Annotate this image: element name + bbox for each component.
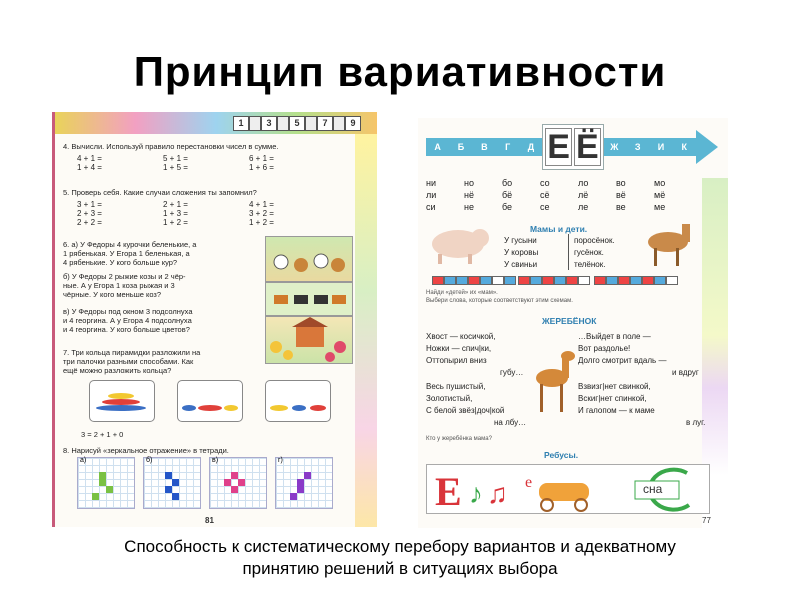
task-6b-line: чёрные. У кого меньше коз?	[63, 290, 162, 299]
equation: 1 + 3 =	[163, 209, 188, 218]
task-6a-line: 4 рябенькие. У кого больше кур?	[63, 258, 178, 267]
child-label: поросёнок.	[574, 236, 615, 245]
task-6c-line: в) У Федоры под окном 3 подсолнуха	[63, 307, 193, 316]
pyramid-rings-row	[89, 380, 331, 422]
equation: 1 + 4 =	[77, 163, 102, 172]
flowers-house-illustration	[265, 316, 353, 364]
mirror-grid-cell	[275, 457, 333, 509]
alphabet-arrow-tip	[696, 130, 718, 164]
poem-line: С белой звёз|доч|кой	[426, 406, 505, 415]
question-text: Кто у жеребёнка мама?	[426, 436, 492, 442]
syllable: ло	[578, 178, 589, 188]
task-6c-line: и 4 георгина. У кого больше цветов?	[63, 325, 190, 334]
poem-line: на лбу…	[494, 418, 527, 427]
mom-label: У коровы	[504, 248, 539, 257]
poem-line: Вот раздолье!	[578, 344, 631, 353]
caption-line: принятию решений в ситуациях выбора	[242, 559, 558, 578]
poem-line: в луг.	[686, 418, 706, 427]
poem-line: Вскиг|нет спинкой,	[578, 394, 647, 403]
svg-text:е: е	[525, 474, 533, 491]
equation: 5 + 1 =	[163, 154, 188, 163]
rebus-word: сна	[643, 482, 663, 496]
poem-line: Долго смотрит вдаль —	[578, 356, 667, 365]
side-color-stripe	[355, 134, 377, 527]
pyramid-rings-box	[89, 380, 155, 422]
poem-line: Взвизг|нет свинкой,	[578, 382, 651, 391]
caption-line: Способность к систематическому перебору вариантов и адекватному	[124, 537, 676, 556]
syllable: вё	[616, 190, 626, 200]
number-cell: 5	[289, 116, 305, 131]
pyramid-rings-box	[265, 380, 331, 422]
syllable: не	[464, 202, 474, 212]
syllable: си	[426, 202, 436, 212]
poem-title: ЖЕРЕБЁНОК	[542, 316, 597, 326]
task-5-text: 5. Проверь себя. Какие случаи сложения ты запомнил?	[63, 188, 257, 197]
left-page-number: 81	[205, 516, 214, 525]
task-7-line: ещё можно разложить кольца?	[63, 366, 172, 375]
syllable: бо	[502, 178, 513, 188]
task-6a-line: 1 рябенькая. У Егора 1 беленькая, а	[63, 249, 190, 258]
poem-line: Золотистый,	[426, 394, 473, 403]
slide-title: Принцип вариативности	[133, 48, 667, 95]
task-6a-line: 6. а) У Федоры 4 курочки беленькие, а	[63, 240, 197, 249]
number-cell: 9	[345, 116, 361, 131]
poem-line: и вдруг	[672, 368, 699, 377]
big-letter: Е	[547, 128, 570, 166]
svg-text:Е: Е	[435, 469, 462, 513]
poem-line: Ножки — спич|ки,	[426, 344, 492, 353]
divider	[568, 234, 569, 270]
rebus-pictures	[427, 465, 709, 513]
mirror-grid-cell	[143, 457, 201, 509]
number-cell: 1	[233, 116, 249, 131]
horses-illustration	[640, 214, 700, 270]
syllable: ве	[616, 202, 626, 212]
instruction-line: Найди «детей» их «мам».	[426, 290, 498, 296]
number-cell: 3	[261, 116, 277, 131]
alphabet-letter: К	[681, 142, 688, 152]
mirror-grid-cell	[77, 457, 135, 509]
mirror-grid-row	[77, 457, 333, 509]
equation: 3 + 2 =	[249, 209, 274, 218]
poem-line: губу…	[500, 368, 524, 377]
child-label: гусёнок.	[574, 248, 604, 257]
right-page-number: 77	[702, 516, 711, 525]
equation: 3 + 1 =	[77, 200, 102, 209]
syllable: сё	[540, 190, 550, 200]
equation: 2 + 1 =	[163, 200, 188, 209]
right-textbook-page	[418, 118, 728, 528]
pyramid-rings-box	[177, 380, 243, 422]
pig-illustration	[424, 218, 494, 266]
equation: 6 + 1 =	[249, 154, 274, 163]
syllable: се	[540, 202, 550, 212]
equation: 4 + 1 =	[249, 200, 274, 209]
task-6b-line: ные. А у Егора 1 коза рыжая и 3	[63, 281, 175, 290]
color-scheme-right	[594, 276, 678, 285]
equation: 1 + 2 =	[163, 218, 188, 227]
alphabet-letter: Д	[527, 142, 535, 152]
cell-label: г)	[278, 457, 283, 464]
task-8-text: 8. Нарисуй «зеркальное отражение» в тетради.	[63, 446, 229, 455]
syllable: ме	[654, 202, 666, 212]
rebus-strip	[426, 464, 710, 514]
mom-label: У гусыни	[504, 236, 537, 245]
goats-illustration	[265, 282, 353, 316]
alphabet-letter: З	[634, 142, 641, 152]
mirror-grid-cell	[209, 457, 267, 509]
equation: 4 + 1 =	[77, 154, 102, 163]
poem-line: Оттопырил вниз	[426, 356, 487, 365]
number-strip	[233, 116, 361, 131]
syllable: мо	[654, 178, 666, 188]
poem-line: …Выйдет в поле —	[578, 332, 651, 341]
syllable: ли	[426, 190, 437, 200]
syllable: но	[464, 178, 474, 188]
alphabet-letter: Б	[457, 142, 465, 152]
rebus-title: Ребусы.	[544, 450, 579, 460]
equation: 2 + 3 =	[77, 209, 102, 218]
syllable: бе	[502, 202, 513, 212]
equation: 2 + 2 =	[77, 218, 102, 227]
task-5-equations	[77, 200, 335, 227]
svg-text:♪: ♪	[469, 478, 483, 509]
big-letter: Ё	[575, 128, 599, 166]
alphabet-letter: А	[434, 142, 441, 152]
task-7-line: 7. Три кольца пирамидки разложили на	[63, 348, 201, 357]
syllable: со	[540, 178, 550, 188]
task-6c-line: и 4 георгина. А у Егора 4 подсолнуха	[63, 316, 192, 325]
poem-line: Хвост — косичкой,	[426, 332, 496, 341]
slide-caption	[40, 536, 760, 580]
equation: 1 + 2 =	[249, 218, 274, 227]
left-textbook-page	[52, 112, 377, 527]
child-label: телёнок.	[574, 260, 606, 269]
poem-line: И галопом — к маме	[578, 406, 655, 415]
number-cell: 7	[317, 116, 333, 131]
syllable: во	[616, 178, 626, 188]
syllable: нё	[464, 190, 474, 200]
task-7-equation: 3 = 2 + 1 + 0	[81, 430, 124, 439]
instruction-line: Выбери слова, которые соответствуют этим схемам.	[426, 298, 573, 304]
heading-moms-and-kids: Мамы и дети.	[530, 224, 588, 234]
task-7-line: три палочки разными способами. Как	[63, 357, 194, 366]
task-4-text: 4. Вычисли. Используй правило перестановки чисел в сумме.	[63, 142, 279, 151]
syllable-table	[426, 178, 692, 212]
cell-label: в)	[212, 457, 219, 464]
alphabet-letter: Г	[505, 142, 511, 152]
color-scheme-left	[432, 276, 516, 285]
svg-text:♫: ♫	[487, 478, 508, 509]
syllable: мё	[654, 190, 666, 200]
syllable: ле	[578, 202, 589, 212]
foal-illustration	[530, 344, 578, 418]
featured-letters-box	[542, 124, 604, 170]
equation: 1 + 6 =	[249, 163, 274, 172]
equation: 1 + 5 =	[163, 163, 188, 172]
color-scheme-middle	[518, 276, 590, 285]
alphabet-letter: Ж	[610, 142, 619, 152]
chickens-illustration	[265, 236, 353, 282]
cell-label: а)	[80, 457, 87, 464]
alphabet-letter: И	[657, 142, 665, 152]
syllable: бё	[502, 190, 513, 200]
syllable: ни	[426, 178, 436, 188]
task-6b-line: б) У Федоры 2 рыжие козы и 2 чёр-	[63, 272, 186, 281]
mom-label: У свиньи	[504, 260, 538, 269]
alphabet-letter: В	[481, 142, 488, 152]
cell-label: б)	[146, 457, 153, 464]
syllable: лё	[578, 190, 589, 200]
task-4-equations	[77, 154, 335, 172]
poem-line: Весь пушистый,	[426, 382, 486, 391]
